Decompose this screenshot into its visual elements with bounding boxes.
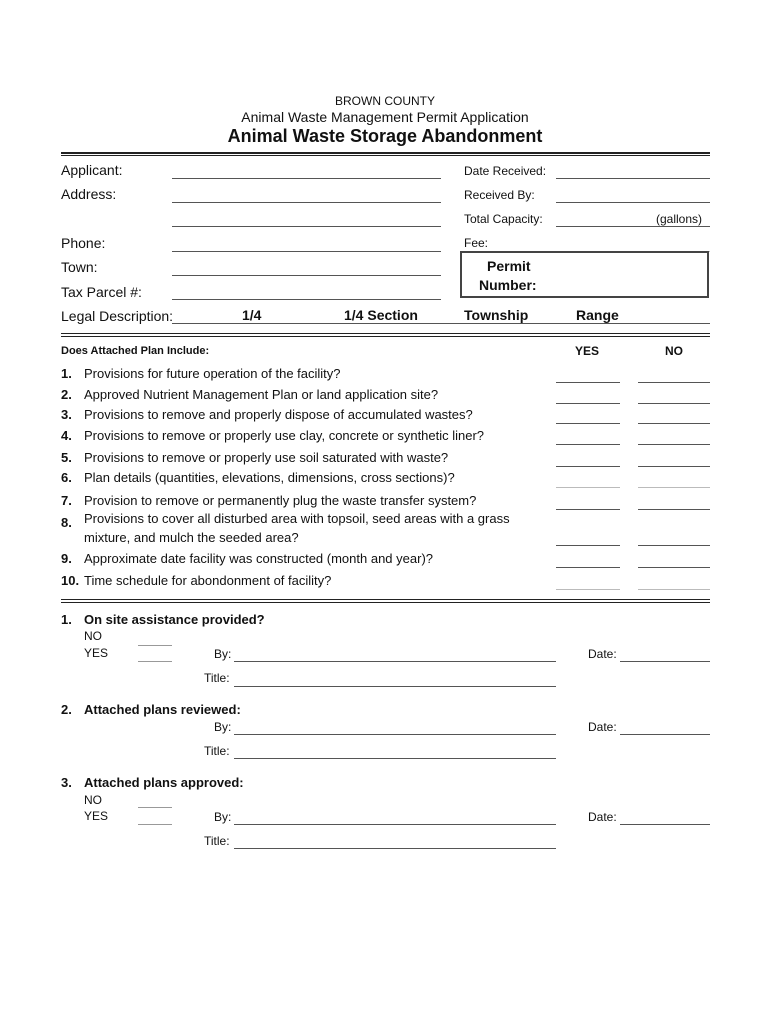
address-label: Address: (61, 186, 117, 202)
no-column-header: NO (665, 344, 683, 358)
plan-item-yes-blank[interactable] (556, 487, 620, 488)
header-divider (61, 152, 710, 154)
yes-option-label: YES (84, 809, 109, 823)
plan-item-text: Time schedule for abondonment of facility? (84, 573, 332, 588)
review-number: 1. (61, 612, 72, 627)
plan-item-no-blank[interactable] (638, 382, 710, 383)
plan-item-yes-blank[interactable] (556, 545, 620, 546)
form-subtitle: Animal Waste Management Permit Application (241, 109, 529, 125)
review-number: 3. (61, 775, 72, 790)
section-divider-1 (61, 333, 710, 334)
plan-item-yes-blank[interactable] (556, 444, 620, 445)
received-by-field[interactable] (556, 202, 710, 203)
tax-parcel-label: Tax Parcel #: (61, 284, 142, 300)
title-field[interactable] (234, 758, 556, 759)
header-divider-2 (61, 155, 710, 156)
review-title: Attached plans reviewed: (84, 702, 241, 717)
plan-item-no-blank[interactable] (638, 589, 710, 590)
range-label: Range (576, 307, 619, 323)
town-label: Town: (61, 259, 98, 275)
township-label: Township (464, 307, 529, 323)
plan-item-text: Provisions to remove or properly use clay, concrete or synthetic liner? (84, 428, 485, 443)
quarter-section-label: 1/4 Section (344, 307, 418, 323)
by-label: By: (214, 647, 232, 661)
by-field[interactable] (234, 734, 556, 735)
plan-item-text: Provision to remove or permanently plug the waste transfer system? (84, 493, 477, 508)
date-label: Date: (588, 720, 617, 734)
plan-item-no-blank[interactable] (638, 509, 710, 510)
plan-item-number: 9. (61, 551, 72, 566)
plan-item-no-blank[interactable] (638, 423, 710, 424)
date-received-field[interactable] (556, 178, 710, 179)
total-capacity-field[interactable] (556, 226, 710, 227)
applicant-label: Applicant: (61, 162, 123, 178)
yes-option-blank[interactable] (138, 824, 172, 825)
section-divider-2b (61, 602, 710, 603)
plan-item-number: 2. (61, 387, 72, 402)
plan-item-yes-blank[interactable] (556, 382, 620, 383)
date-field[interactable] (620, 661, 710, 662)
legal-description-label: Legal Description: (61, 308, 174, 324)
section-divider-2 (61, 599, 710, 600)
plan-item-text: Provisions for future operation of the facility? (84, 366, 341, 381)
total-capacity-label: Total Capacity: (464, 212, 543, 226)
form-title: Animal Waste Storage Abandonment (227, 126, 543, 146)
fee-label: Fee: (464, 236, 489, 250)
plan-item-text: Provisions to cover all disturbed area with topsoil, seed areas with a grass (84, 511, 510, 526)
plan-item-number: 4. (61, 428, 72, 443)
by-label: By: (214, 720, 232, 734)
plan-item-no-blank[interactable] (638, 403, 710, 404)
phone-field[interactable] (172, 251, 441, 252)
review-title: Attached plans approved: (84, 775, 244, 790)
date-label: Date: (588, 647, 617, 661)
plan-item-yes-blank[interactable] (556, 466, 620, 467)
title-label: Title: (204, 834, 230, 848)
plan-item-number: 10. (61, 573, 80, 588)
plan-item-no-blank[interactable] (638, 545, 710, 546)
plan-item-text: Provisions to remove and properly dispose of accumulated wastes? (84, 407, 473, 422)
plan-item-text-continued: mixture, and mulch the seeded area? (84, 530, 299, 545)
plan-item-number: 1. (61, 366, 72, 381)
plan-item-yes-blank[interactable] (556, 589, 620, 590)
yes-option-blank[interactable] (138, 661, 172, 662)
applicant-field[interactable] (172, 178, 441, 179)
title-label: Title: (204, 744, 230, 758)
plan-item-yes-blank[interactable] (556, 403, 620, 404)
date-field[interactable] (620, 824, 710, 825)
date-received-label: Date Received: (464, 164, 547, 178)
plan-item-yes-blank[interactable] (556, 423, 620, 424)
no-option-blank[interactable] (138, 645, 172, 646)
town-field[interactable] (172, 275, 441, 276)
plan-item-no-blank[interactable] (638, 567, 710, 568)
review-number: 2. (61, 702, 72, 717)
yes-option-label: YES (84, 646, 109, 660)
permit-label: Permit (487, 258, 531, 274)
plan-item-text: Approximate date facility was constructed (month and year)? (84, 551, 434, 566)
date-label: Date: (588, 810, 617, 824)
yes-column-header: YES (575, 344, 600, 358)
gallons-unit: (gallons) (656, 212, 703, 226)
plan-item-number: 3. (61, 407, 72, 422)
no-option-blank[interactable] (138, 807, 172, 808)
no-option-label: NO (84, 629, 102, 643)
by-field[interactable] (234, 824, 556, 825)
address-field-2[interactable] (172, 226, 441, 227)
date-field[interactable] (620, 734, 710, 735)
phone-label: Phone: (61, 235, 106, 251)
section-divider-1b (61, 336, 710, 337)
plan-item-text: Approved Nutrient Management Plan or land application site? (84, 387, 439, 402)
plan-item-text: Plan details (quantities, elevations, dimensions, cross sections)? (84, 470, 455, 485)
plan-item-yes-blank[interactable] (556, 567, 620, 568)
by-field[interactable] (234, 661, 556, 662)
plan-item-number: 6. (61, 470, 72, 485)
plan-item-no-blank[interactable] (638, 444, 710, 445)
plan-item-number: 8. (61, 515, 72, 530)
title-field[interactable] (234, 848, 556, 849)
plan-item-number: 5. (61, 450, 72, 465)
county-name: BROWN COUNTY (335, 94, 435, 108)
plan-item-number: 7. (61, 493, 72, 508)
tax-parcel-field[interactable] (172, 299, 441, 300)
plan-item-no-blank[interactable] (638, 487, 710, 488)
received-by-label: Received By: (464, 188, 535, 202)
address-field-1[interactable] (172, 202, 441, 203)
title-label: Title: (204, 671, 230, 685)
title-field[interactable] (234, 686, 556, 687)
permit-number-label: Number: (479, 277, 537, 293)
quarter-label: 1/4 (242, 307, 262, 323)
plan-item-yes-blank[interactable] (556, 509, 620, 510)
plan-item-text: Provisions to remove or properly use soil saturated with waste? (84, 450, 449, 465)
by-label: By: (214, 810, 232, 824)
review-title: On site assistance provided? (84, 612, 265, 627)
no-option-label: NO (84, 793, 102, 807)
plan-item-no-blank[interactable] (638, 466, 710, 467)
plan-heading: Does Attached Plan Include: (61, 345, 210, 357)
legal-description-field[interactable] (172, 323, 710, 324)
